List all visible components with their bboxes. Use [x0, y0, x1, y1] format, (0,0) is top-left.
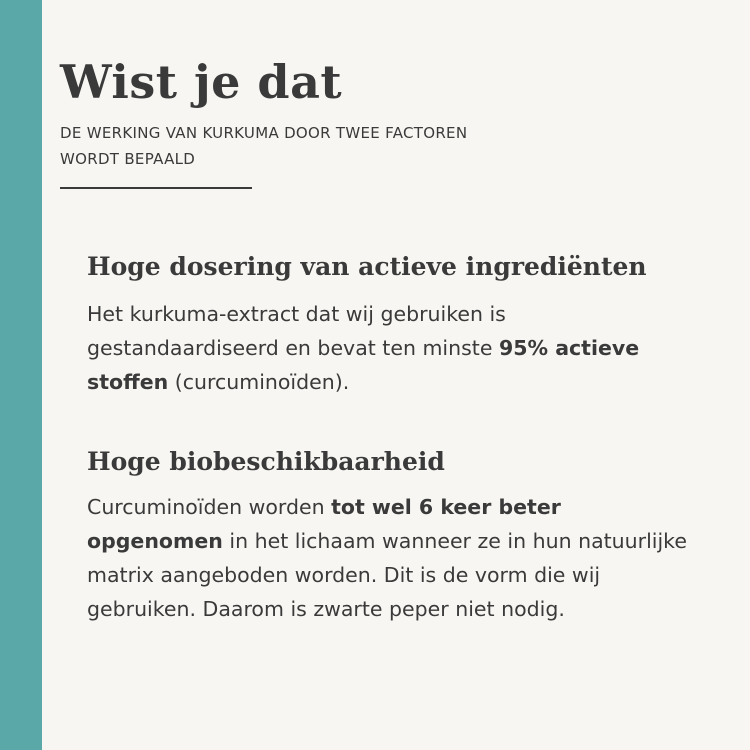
- section-heading-biobeschikbaarheid: Hoge biobeschikbaarheid: [87, 447, 445, 476]
- section-body-text: Curcuminoïden worden: [87, 495, 332, 519]
- section-heading-dosering: Hoge dosering van actieve ingrediënten: [87, 252, 647, 281]
- page-subtitle: DE WERKING VAN KURKUMA DOOR TWEE FACTOREN WORDT BEPAALD: [60, 124, 468, 168]
- page-title: Wist je dat: [60, 55, 343, 109]
- section-body-biobeschikbaarheid: [87, 490, 687, 626]
- section-body-highlight: 95% actieve stoffen: [87, 336, 640, 394]
- section-body-text: (curcuminoïden).: [168, 370, 350, 394]
- section-body-text: in het lichaam wanneer ze in hun natuurlijke matrix aangeboden worden. Dit is de vorm die wij gebruiken. Daarom is zwarte peper niet nodig.: [87, 529, 687, 621]
- section-body-highlight: tot wel 6 keer beter opgenomen: [87, 495, 561, 553]
- accent-bar: [0, 0, 42, 750]
- section-body-text: Het kurkuma-extract dat wij gebruiken is gestandaardiseerd en bevat ten minste: [87, 302, 506, 360]
- divider: [60, 187, 252, 189]
- section-body-dosering: [87, 297, 687, 399]
